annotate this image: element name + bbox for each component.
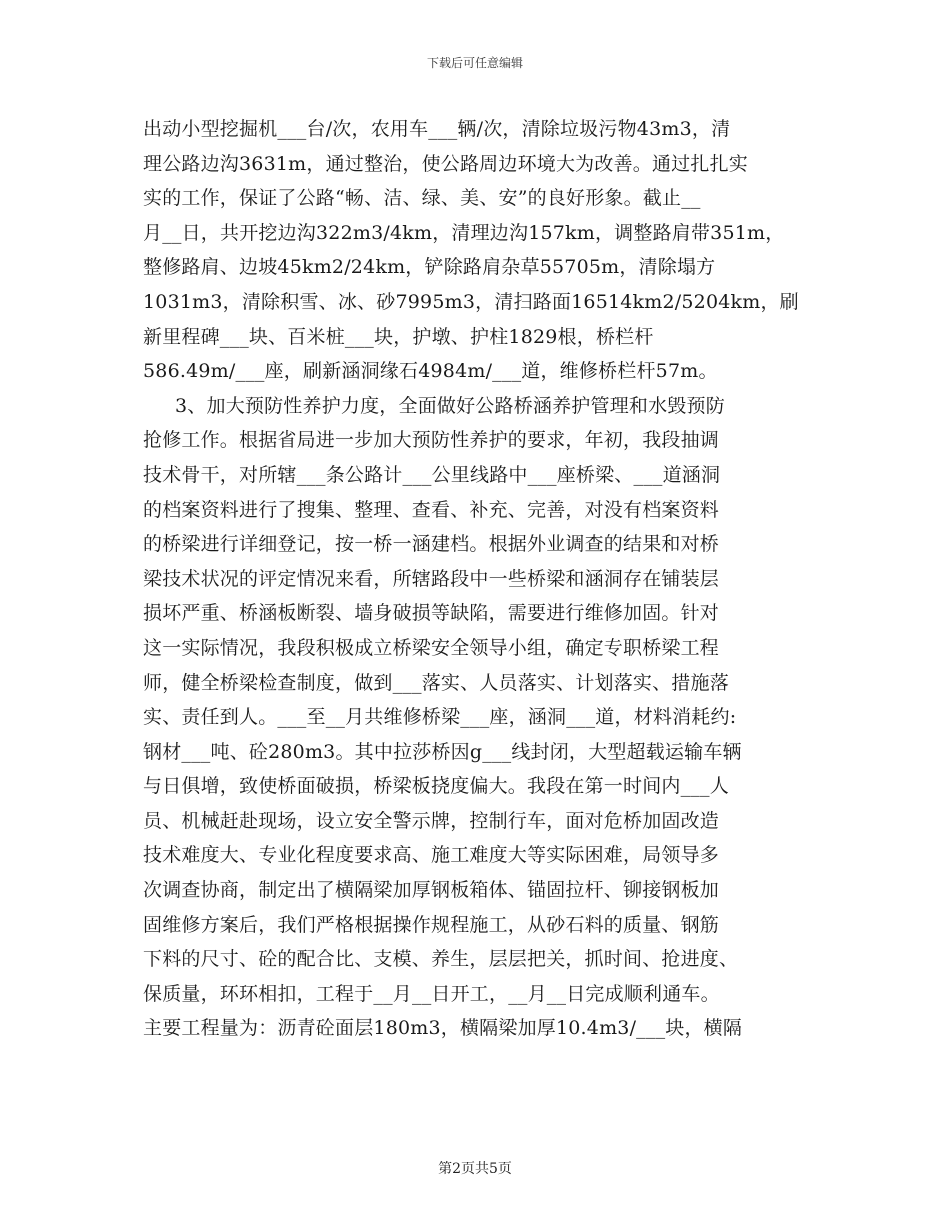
text-line: 下料的尺寸、砼的配合比、支模、养生，层层把关，抓时间、抢进度、 [143, 948, 739, 971]
text-line: 损坏严重、桥涵板断裂、墙身破损等缺陷，需要进行维修加固。针对 [143, 602, 720, 625]
text-line: 师，健全桥梁检查制度，做到___落实、人员落实、计划落实、措施落 [143, 671, 729, 694]
text-line: 主要工程量为：沥青砼面层180m3，横隔梁加厚10.4m3/___块，横隔 [143, 1017, 743, 1040]
text-line: 次调查协商，制定出了横隔梁加厚钢板箱体、锚固拉杆、铆接钢板加 [143, 879, 720, 902]
text-line: 1031m3，清除积雪、冰、砂7995m3，清扫路面16514km2/5204km，刷 [143, 290, 799, 313]
text-line: 的档案资料进行了搜集、整理、查看、补充、完善，对没有档案资料 [143, 498, 720, 521]
text-line: 出动小型挖掘机___台/次，农用车___辆/次，清除垃圾污物43m3，清 [143, 118, 731, 140]
document-body [143, 112, 823, 1046]
page-header: 下载后可任意编辑 [426, 56, 523, 70]
text-line: 与日俱增，致使桥面破损，桥梁板挠度偏大。我段在第一时间内___人 [143, 775, 729, 798]
paragraph-start-line: 3、加大预防性养护力度，全面做好公路桥涵养护管理和水毁预防 [175, 394, 725, 417]
text-line: 保质量，环环相扣，工程于__月__日开工，__月__日完成顺利通车。 [143, 982, 720, 1005]
text-line: 整修路肩、边坡45km2/24km，铲除路肩杂草55705m，清除塌方 [143, 256, 716, 279]
text-line: 月__日，共开挖边沟322m3/4km，清理边沟157km，调整路肩带351m， [143, 221, 785, 244]
text-line: 技术难度大、专业化程度要求高、施工难度大等实际困难，局领导多 [143, 844, 720, 867]
text-line: 实的工作，保证了公路“畅、洁、绿、美、安”的良好形象。截止__ [143, 187, 701, 210]
text-line: 这一实际情况，我段积极成立桥梁安全领导小组，确定专职桥梁工程 [143, 636, 720, 659]
text-line: 梁技术状况的评定情况来看，所辖路段中一些桥梁和涵洞存在铺装层 [143, 567, 720, 590]
text-line: 586.49m/___座，刷新涵洞缘石4984m/___道，维修桥栏杆57m。 [143, 360, 718, 383]
text-line: 钢材___吨、砼280m3。其中拉莎桥因g___线封闭，大型超载运输车辆 [143, 740, 742, 763]
text-line: 技术骨干，对所辖___条公路计___公里线路中___座桥梁、___道涵洞 [143, 463, 721, 486]
text-line: 理公路边沟3631m，通过整治，使公路周边环境大为改善。通过扎扎实 [143, 152, 748, 175]
text-line: 固维修方案后，我们严格根据操作规程施工，从砂石料的质量、钢筋 [143, 913, 720, 936]
text-line: 实、责任到人。___至__月共维修桥梁___座，涵洞___道，材料消耗约: [143, 706, 737, 729]
text-line: 新里程碑___块、百米桩___块，护墩、护柱1829根，桥栏杆 [143, 325, 654, 348]
text-line: 员、机械赶赴现场，设立安全警示牌，控制行车，面对危桥加固改造 [143, 809, 720, 832]
text-line: 抢修工作。根据省局进一步加大预防性养护的要求，年初，我段抽调 [143, 429, 720, 452]
text-line: 的桥梁进行详细登记，按一桥一涵建档。根据外业调查的结果和对桥 [143, 533, 720, 556]
page-number-footer: 第2页共5页 [438, 1161, 512, 1177]
